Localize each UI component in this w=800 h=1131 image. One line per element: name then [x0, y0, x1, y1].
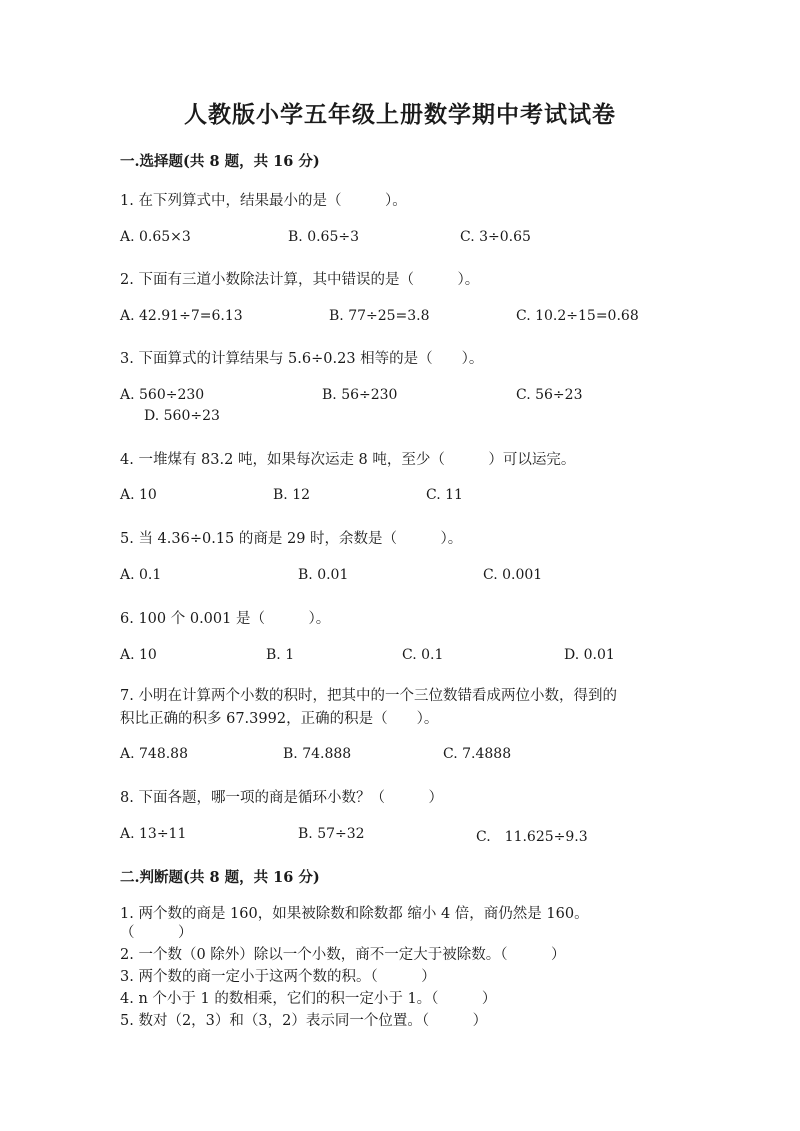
option: B. 0.65÷3 — [288, 229, 359, 245]
question-stem: 2. 下面有三道小数除法计算，其中错误的是（ ）。 — [120, 272, 480, 288]
judgment-item-blank: （ ） — [120, 925, 193, 941]
option: B. 57÷32 — [298, 826, 365, 842]
question-stem: 5. 当 4.36÷0.15 的商是 29 时，余数是（ ）。 — [120, 531, 463, 547]
page-title: 人教版小学五年级上册数学期中考试试卷 — [184, 101, 616, 128]
option: B. 77÷25=3.8 — [329, 308, 430, 324]
question-stem: 6. 100 个 0.001 是（ ）。 — [120, 611, 331, 627]
option: B. 56÷230 — [322, 387, 398, 403]
option: C. 3÷0.65 — [460, 229, 531, 245]
option: A. 560÷230 — [120, 387, 205, 403]
option: C. 11.625÷9.3 — [476, 829, 588, 845]
judgment-item: 5. 数对（2，3）和（3，2）表示同一个位置。（ ） — [120, 1013, 488, 1029]
option: B. 12 — [273, 487, 311, 503]
option: A. 0.1 — [120, 567, 162, 583]
section-heading-judgment: 二.判断题(共 8 题，共 16 分) — [120, 869, 320, 886]
option: D. 0.01 — [564, 647, 615, 663]
option: A. 13÷11 — [120, 826, 187, 842]
option: A. 10 — [120, 487, 157, 503]
option: C. 56÷23 — [516, 387, 583, 403]
option: C. 11 — [426, 487, 463, 503]
judgment-item: 3. 两个数的商一定小于这两个数的积。（ ） — [120, 969, 436, 985]
option: C. 10.2÷15=0.68 — [516, 308, 639, 324]
judgment-item: 1. 两个数的商是 160，如果被除数和除数都 缩小 4 倍，商仍然是 160。 — [120, 906, 589, 922]
option: A. 0.65×3 — [120, 229, 191, 245]
question-stem: 7. 小明在计算两个小数的积时，把其中的一个三位数错看成两位小数，得到的 — [120, 688, 617, 704]
option: D. 560÷23 — [144, 408, 220, 424]
option: C. 7.4888 — [443, 746, 512, 762]
judgment-item: 2. 一个数（0 除外）除以一个小数，商不一定大于被除数。（ ） — [120, 947, 566, 963]
option: C. 0.1 — [402, 647, 444, 663]
option: B. 0.01 — [298, 567, 349, 583]
option: A. 10 — [120, 647, 157, 663]
question-stem: 3. 下面算式的计算结果与 5.6÷0.23 相等的是（ ）。 — [120, 351, 484, 367]
option: A. 748.88 — [120, 746, 188, 762]
option: A. 42.91÷7=6.13 — [120, 308, 243, 324]
question-stem: 4. 一堆煤有 83.2 吨，如果每次运走 8 吨，至少（ ）可以运完。 — [120, 452, 576, 468]
option: B. 1 — [266, 647, 295, 663]
question-stem: 1. 在下列算式中，结果最小的是（ ）。 — [120, 193, 407, 209]
judgment-item: 4. n 个小于 1 的数相乘，它们的积一定小于 1。（ ） — [120, 991, 497, 1007]
question-stem: 8. 下面各题，哪一项的商是循环小数？（ ） — [120, 790, 443, 806]
section-heading-choice: 一.选择题(共 8 题，共 16 分) — [120, 153, 320, 170]
option: B. 74.888 — [283, 746, 352, 762]
question-stem-continued: 积比正确的积多 67.3992，正确的积是（ ）。 — [120, 711, 439, 727]
option: C. 0.001 — [483, 567, 543, 583]
